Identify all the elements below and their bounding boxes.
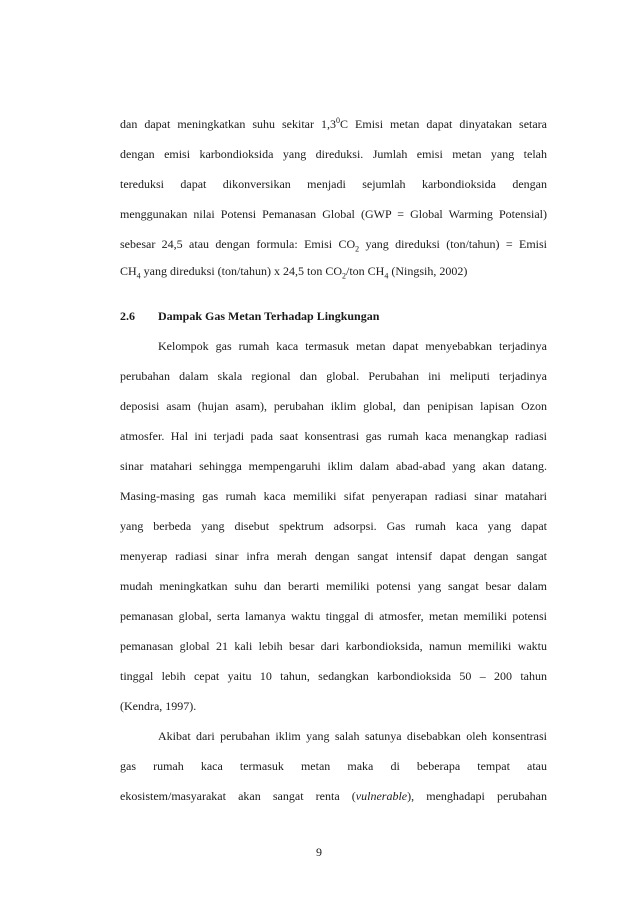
paragraph-line	[120, 264, 547, 279]
paragraph-line: sinar matahari sehingga mempengaruhi iklim dalam abad-abad yang akan datang.	[120, 459, 547, 473]
paragraph-line: tereduksi dapat dikonversikan menjadi sejumlah karbondioksida dengan	[120, 177, 547, 191]
paragraph-line: tinggal lebih cepat yaitu 10 tahun, sedangkan karbondioksida 50 – 200 tahun	[120, 669, 547, 683]
paragraph-line: mudah meningkatkan suhu dan berarti memiliki potensi yang sangat besar dalam	[120, 579, 547, 593]
paragraph-line: menyerap radiasi sinar infra merah dengan sangat intensif dapat dengan sangat	[120, 549, 547, 563]
text-span: yang direduksi (ton/tahun) x 24,5 ton CO	[140, 264, 342, 278]
text-span: ), menghadapi perubahan	[407, 789, 547, 803]
superscript: 0	[336, 116, 341, 125]
paragraph-line	[120, 789, 547, 804]
paragraph-line: Masing-masing gas rumah kaca memiliki sifat penyerapan radiasi sinar matahari	[120, 489, 547, 503]
paragraph-line: dengan emisi karbondioksida yang direduksi. Jumlah emisi metan yang telah	[120, 147, 547, 161]
text-span: dan dapat meningkatkan suhu sekitar 1,3	[120, 117, 337, 131]
section-title: Dampak Gas Metan Terhadap Lingkungan	[158, 309, 380, 323]
italic-term: vulnerable	[355, 789, 408, 803]
text-span: yang direduksi (ton/tahun) = Emisi	[359, 237, 548, 251]
paragraph-line: pemanasan global 21 kali lebih besar dari karbondioksida, namun memiliki waktu	[120, 639, 547, 653]
paragraph-line: atmosfer. Hal ini terjadi pada saat konsentrasi gas rumah kaca menangkap radiasi	[120, 429, 547, 443]
subscript: 2	[341, 271, 346, 281]
paragraph-line: pemanasan global, serta lamanya waktu tinggal di atmosfer, metan memiliki potensi	[120, 609, 547, 623]
subscript: 4	[136, 271, 141, 281]
text-span: (Ningsih, 2002)	[388, 264, 468, 278]
paragraph-line: gas rumah kaca termasuk metan maka di beberapa tempat atau	[120, 759, 547, 773]
text-span: /ton CH	[345, 264, 385, 278]
paragraph-line: deposisi asam (hujan asam), perubahan iklim global, dan penipisan lapisan Ozon	[120, 399, 547, 413]
subscript: 2	[355, 244, 360, 254]
text-span: sebesar 24,5 atau dengan formula: Emisi CO	[120, 237, 356, 251]
subscript: 4	[384, 271, 389, 281]
section-heading	[120, 309, 547, 324]
text-span: CH	[120, 264, 137, 278]
paragraph-line: yang berbeda yang disebut spektrum adsorpsi. Gas rumah kaca yang dapat	[120, 519, 547, 533]
section-number: 2.6	[120, 309, 135, 323]
text-span: C Emisi metan dapat dinyatakan setara	[340, 117, 548, 131]
paragraph-line: Kelompok gas rumah kaca termasuk metan dapat menyebabkan terjadinya	[158, 339, 547, 353]
paragraph-line	[120, 117, 547, 132]
paragraph-line	[120, 237, 547, 252]
paragraph-line: perubahan dalam skala regional dan global. Perubahan ini meliputi terjadinya	[120, 369, 547, 383]
paragraph-line: menggunakan nilai Potensi Pemanasan Global (GWP = Global Warming Potensial)	[120, 207, 547, 221]
page-number: 9	[316, 845, 322, 859]
paragraph-line: (Kendra, 1997).	[120, 699, 197, 713]
text-span: ekosistem/masyarakat akan sangat renta (	[120, 789, 356, 803]
paragraph-line: Akibat dari perubahan iklim yang salah satunya disebabkan oleh konsentrasi	[158, 729, 547, 743]
